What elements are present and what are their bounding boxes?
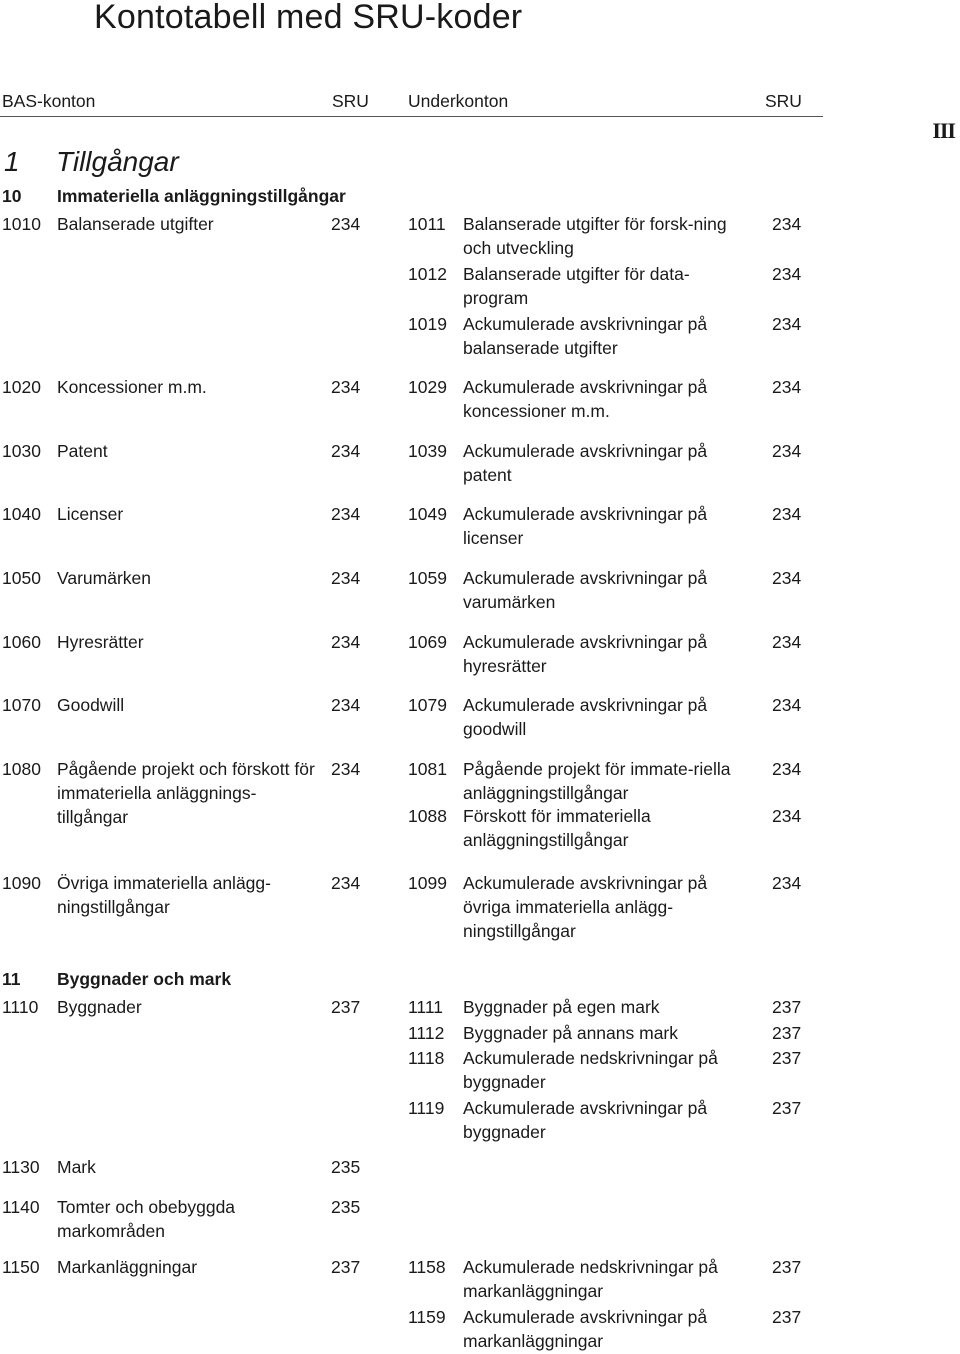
- account-name: Markanläggningar: [57, 1257, 198, 1277]
- subaccount-name: Balanserade utgifter för data-program: [463, 264, 690, 308]
- account-number: 1110: [2, 997, 39, 1017]
- account-name: Goodwill: [57, 695, 125, 715]
- subaccount-number: 1112: [408, 1023, 445, 1043]
- subaccount-sru: 234: [772, 759, 802, 779]
- subaccount-sru: 234: [772, 806, 802, 826]
- subaccount-name: Byggnader på egen mark: [463, 997, 660, 1017]
- subaccount-sru: 234: [772, 441, 802, 461]
- subaccount-sru: 234: [772, 568, 802, 588]
- subaccount-number: 1119: [408, 1098, 445, 1118]
- subaccount-number: 1069: [408, 632, 447, 652]
- subaccount-number: 1158: [408, 1257, 446, 1277]
- page-title: Kontotabell med SRU-koder: [94, 0, 523, 36]
- account-name: Varumärken: [57, 568, 152, 588]
- account-name: Mark: [57, 1157, 96, 1177]
- subaccount-sru: 234: [772, 264, 802, 284]
- account-number: 1020: [2, 377, 41, 397]
- account-sru: 234: [331, 441, 361, 461]
- subaccount-sru: 234: [772, 873, 802, 893]
- group-name: Byggnader och mark: [57, 969, 232, 989]
- account-number: 1050: [2, 568, 41, 588]
- subaccount-sru: 237: [772, 1048, 802, 1068]
- subaccount-name: Ackumulerade avskrivningar på byggnader: [463, 1098, 708, 1142]
- subaccount-sru: 237: [772, 1307, 802, 1327]
- subaccount-sru: 234: [772, 214, 802, 234]
- account-name: Övriga immateriella anlägg-ningstillgångar: [57, 873, 271, 917]
- subaccount-name: Ackumulerade avskrivningar på övriga immateriella anlägg-ningstillgångar: [463, 873, 708, 941]
- subaccount-name: Förskott för immateriella anläggningstillgångar: [463, 806, 651, 850]
- account-number: 1150: [2, 1257, 40, 1277]
- subaccount-sru: 234: [772, 377, 802, 397]
- account-name: Tomter och obebyggda markområden: [57, 1197, 236, 1241]
- account-sru: 234: [331, 568, 361, 588]
- subaccount-name: Ackumulerade avskrivningar på varumärken: [463, 568, 708, 612]
- subaccount-number: 1159: [408, 1307, 446, 1327]
- account-number: 1030: [2, 441, 41, 461]
- section-mark: III: [932, 118, 955, 143]
- group-name: Immateriella anläggningstillgångar: [57, 186, 346, 206]
- account-name: Koncessioner m.m.: [57, 377, 207, 397]
- subaccount-number: 1111: [408, 997, 444, 1017]
- subaccount-name: Ackumulerade avskrivningar på balanserade utgifter: [463, 314, 708, 358]
- subaccount-number: 1118: [408, 1048, 445, 1068]
- subaccount-sru: 237: [772, 1098, 802, 1118]
- subaccount-name: Ackumulerade avskrivningar på markanläggningar: [463, 1307, 708, 1351]
- class-heading: [4, 146, 179, 178]
- subaccount-name: Ackumulerade avskrivningar på goodwill: [463, 695, 708, 739]
- subaccount-number: 1029: [408, 377, 447, 397]
- subaccount-number: 1099: [408, 873, 447, 893]
- subaccount-name: Ackumulerade nedskrivningar på markanläggningar: [463, 1257, 718, 1301]
- account-sru: 234: [331, 214, 361, 234]
- subaccount-name: Ackumulerade avskrivningar på patent: [463, 441, 708, 485]
- account-number: 1040: [2, 504, 41, 524]
- subaccount-number: 1039: [408, 441, 447, 461]
- group-number: 10: [2, 186, 22, 206]
- subaccount-number: 1081: [408, 759, 447, 779]
- account-name: Pågående projekt och förskott för immateriella anläggnings-tillgångar: [57, 759, 315, 827]
- subaccount-number: 1019: [408, 314, 447, 334]
- account-name: Hyresrätter: [57, 632, 144, 652]
- header-bas-konton: BAS-konton: [2, 91, 96, 111]
- subaccount-sru: 237: [772, 1023, 802, 1043]
- account-number: 1010: [2, 214, 41, 234]
- subaccount-name: Ackumulerade avskrivningar på hyresrätter: [463, 632, 708, 676]
- account-sru: 234: [331, 632, 361, 652]
- subaccount-sru: 234: [772, 695, 802, 715]
- account-number: 1080: [2, 759, 41, 779]
- subaccount-sru: 234: [772, 504, 802, 524]
- subaccount-number: 1011: [408, 214, 446, 234]
- subaccount-number: 1012: [408, 264, 447, 284]
- subaccount-number: 1088: [408, 806, 447, 826]
- account-sru: 234: [331, 504, 361, 524]
- account-number: 1140: [2, 1197, 40, 1217]
- account-name: Byggnader: [57, 997, 142, 1017]
- account-number: 1130: [2, 1157, 40, 1177]
- account-sru: 234: [331, 759, 361, 779]
- account-number: 1070: [2, 695, 41, 715]
- subaccount-name: Ackumulerade avskrivningar på koncessioner m.m.: [463, 377, 708, 421]
- account-number: 1060: [2, 632, 41, 652]
- subaccount-sru: 237: [772, 997, 802, 1017]
- header-sru: SRU: [332, 91, 369, 111]
- account-sru: 235: [331, 1197, 361, 1217]
- subaccount-name: Ackumulerade nedskrivningar på byggnader: [463, 1048, 718, 1092]
- account-sru: 235: [331, 1157, 361, 1177]
- header-sru-sub: SRU: [765, 91, 802, 111]
- account-sru: 234: [331, 695, 361, 715]
- class-number: 1: [4, 146, 20, 177]
- account-sru: 237: [331, 997, 361, 1017]
- table-header: [0, 88, 823, 117]
- account-sru: 234: [331, 873, 361, 893]
- subaccount-name: Ackumulerade avskrivningar på licenser: [463, 504, 708, 548]
- account-name: Balanserade utgifter: [57, 214, 214, 234]
- group-number: 11: [2, 969, 21, 989]
- subaccount-name: Pågående projekt för immate-riella anläggningstillgångar: [463, 759, 731, 803]
- account-sru: 237: [331, 1257, 361, 1277]
- subaccount-number: 1079: [408, 695, 447, 715]
- subaccount-number: 1049: [408, 504, 447, 524]
- account-name: Patent: [57, 441, 108, 461]
- subaccount-name: Balanserade utgifter för forsk-ning och utveckling: [463, 214, 727, 258]
- account-number: 1090: [2, 873, 41, 893]
- subaccount-number: 1059: [408, 568, 447, 588]
- header-underkonton: Underkonton: [408, 91, 509, 111]
- subaccount-sru: 237: [772, 1257, 802, 1277]
- subaccount-name: Byggnader på annans mark: [463, 1023, 678, 1043]
- subaccount-sru: 234: [772, 314, 802, 334]
- account-name: Licenser: [57, 504, 124, 524]
- class-name: Tillgångar: [56, 146, 179, 177]
- account-sru: 234: [331, 377, 361, 397]
- subaccount-sru: 234: [772, 632, 802, 652]
